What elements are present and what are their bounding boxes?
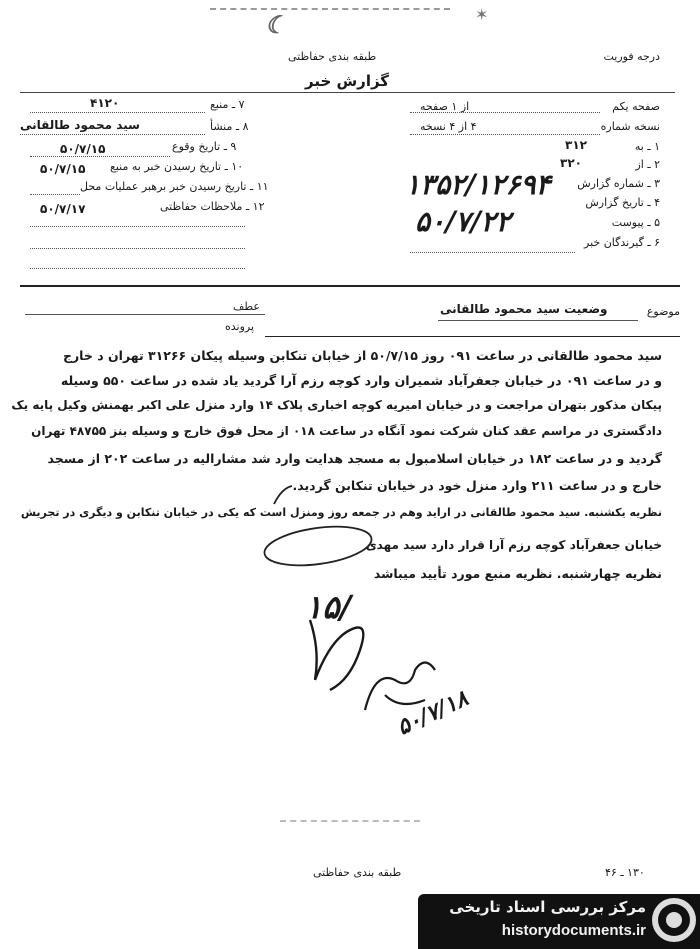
- field-received-ops-label: ۱۱ ـ تاریخ رسیدن خبر برهبر عملیات محل: [80, 180, 269, 193]
- subject-value: وضعیت سید محمود طالقانی: [440, 302, 608, 316]
- field-recipients-label: ۶ ـ گیرندگان خبر: [584, 236, 660, 249]
- corner-mark: ✶: [475, 5, 489, 24]
- field-source-label: ۷ ـ منبع: [210, 98, 245, 111]
- subject-label: موضوع: [646, 305, 680, 318]
- top-dash-marks: [210, 8, 450, 10]
- dots: [410, 112, 600, 113]
- field-to-label: ۱ ـ به: [634, 140, 660, 153]
- field-page-value: از ۱ صفحه: [420, 100, 470, 113]
- dots: [20, 134, 205, 135]
- page-title: گزارش خبر: [305, 72, 390, 90]
- body-line: خیابان جعفرآباد کوچه رزم آرا قرار دارد سید مهدی: [365, 538, 662, 552]
- body-line: پیکان مذکور بتهران مراجعت و در خیابان امیریه کوچه اخباری پلاک ۱۴ وارد منزل علی اکبر بهمنش وکیل پایه یک: [11, 398, 662, 412]
- form-code: ۱۳۰ ـ ۴۶: [605, 866, 645, 879]
- field-security-notes-value: ۵۰/۷/۱۷: [40, 202, 86, 216]
- field-origin-value: سید محمود طالقانی: [20, 118, 140, 132]
- dots: [30, 194, 80, 195]
- body-line: و در ساعت ۰۹۱ در خیابان جعفرآباد شمیران وارد کوچه رزم آرا گردید یاد شده در ساعت ۵۵۰ وسیله: [60, 373, 662, 388]
- classification-label: طبقه بندی حفاظتی: [288, 50, 377, 63]
- field-page-label: صفحه یکم: [612, 100, 660, 113]
- file-label: پرونده: [225, 320, 255, 333]
- dots: [30, 112, 205, 113]
- body-line: گردید و در ساعت ۱۸۲ در خیابان اسلامبول به مسجد هدایت وارد شد مشارالیه در ساعت ۲۰۲ از مسجد: [47, 451, 662, 466]
- body-line: سید محمود طالقانی در ساعت ۰۹۱ روز ۵۰/۷/۱۵ از خیابان تنکابن وسیله پیکان ۳۱۲۶۶ تهران د خارج: [62, 348, 662, 363]
- dots: [30, 268, 245, 269]
- handwritten-report-number: ۱۳۵۲/۱۲۶۹۴: [405, 168, 551, 201]
- signature-date: ۵۰/۷/۱۸: [393, 685, 473, 741]
- body-line: نظریه یکشنبه. سید محمود طالقانی در اراید وهم در جمعه روز ومنزل است که یکی در خیابان تنکابن و دیگری در تجریش: [20, 506, 662, 519]
- body-line: نظریه چهارشنبه. نظریه منبع مورد تأیید میباشد: [373, 566, 662, 581]
- field-from-value: ۳۲۰: [560, 156, 582, 170]
- field-from-label: ۲ ـ از: [635, 158, 660, 171]
- archive-logo-icon: [652, 898, 696, 942]
- footer-classification-label: طبقه بندی حفاظتی: [313, 866, 402, 879]
- handwritten-report-date: ۵۰/۷/۲۲: [415, 205, 511, 238]
- field-occurrence-date-value: ۵۰/۷/۱۵: [60, 142, 106, 156]
- field-occurrence-date-label: ۹ ـ تاریخ وقوع: [172, 140, 237, 153]
- circle-annotation: [258, 520, 378, 570]
- subject-divider: [265, 336, 680, 337]
- field-report-number-label: ۳ ـ شماره گزارش: [577, 177, 660, 190]
- subject-underline: [438, 320, 638, 321]
- dots: [30, 248, 245, 249]
- body-line: خارج و در ساعت ۲۱۱ وارد منزل خود در خیابان تنکابن گردید.: [292, 478, 662, 493]
- bracket-annotation: [268, 482, 298, 512]
- ref-underline: [25, 314, 265, 315]
- watermark-title: مرکز بررسی اسناد تاریخی: [449, 898, 646, 916]
- field-attachment-label: ۵ ـ پیوست: [611, 216, 660, 229]
- field-copy-value: ۴ از ۴ نسخه: [420, 120, 477, 133]
- handwritten-initials: ۱۵/: [305, 588, 352, 626]
- field-received-source-label: ۱۰ ـ تاریخ رسیدن خبر به منبع: [110, 160, 244, 173]
- watermark-url[interactable]: historydocuments.ir: [501, 922, 646, 939]
- field-security-notes-label: ۱۲ ـ ملاحظات حفاظتی: [160, 200, 265, 213]
- watermark: [418, 894, 700, 949]
- dots: [410, 252, 575, 253]
- field-source-value: ۴۱۲۰: [90, 96, 120, 110]
- body-line: دادگستری در مراسم عقد کنان شرکت نمود آنگاه در ساعت ۰۱۸ از محل فوق خارج و وسیله بنز ۴۸۷۵۵ تهران: [31, 424, 662, 438]
- footer-stamp-dashes: [280, 820, 420, 822]
- field-received-source-value: ۵۰/۷/۱۵: [40, 162, 86, 176]
- field-origin-label: ۸ ـ منشأ: [210, 120, 249, 133]
- priority-label: درجه فوریت: [603, 50, 660, 63]
- field-report-date-label: ۴ ـ تاریخ گزارش: [585, 196, 660, 209]
- field-to-value: ۳۱۲: [565, 138, 587, 152]
- top-stamp-mark: ☾: [265, 10, 287, 39]
- dots: [410, 134, 600, 135]
- header-divider: [20, 285, 680, 287]
- dots: [30, 156, 170, 157]
- title-underline: [20, 92, 675, 93]
- field-copy-label: نسخه شماره: [600, 120, 660, 133]
- reference-label: عطف: [233, 300, 260, 313]
- dots: [30, 226, 245, 227]
